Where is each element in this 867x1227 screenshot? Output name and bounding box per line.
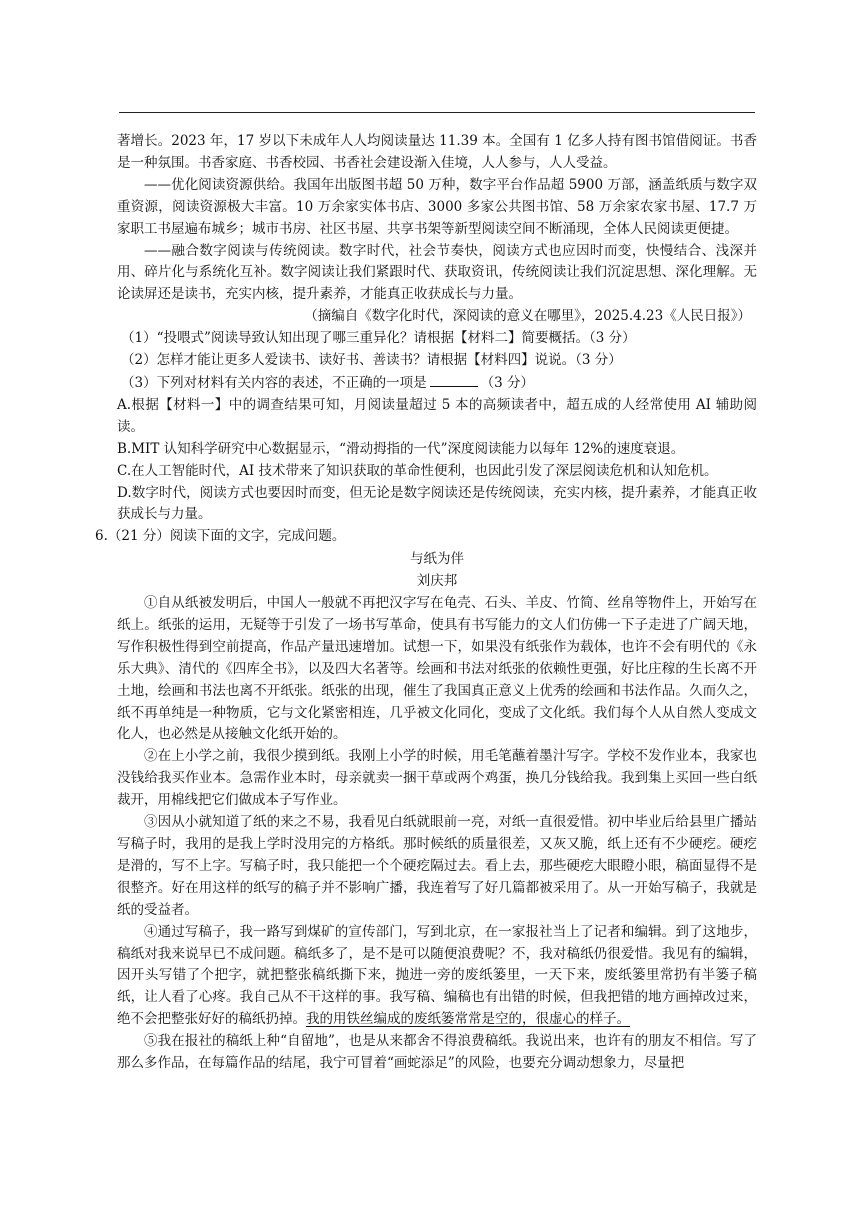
question-1: （1）“投喂式”阅读导致认知出现了哪三重异化？请根据【材料二】简要概括。（3 分）	[121, 330, 636, 347]
option-d: D.数字时代，阅读方式也要因时而变，但无论是数字阅读还是传统阅读，充实内核，提升素养，才能真正收获成长与力量。	[117, 484, 757, 523]
essay-paragraph-1: ①自从纸被发明后，中国人一般就不再把汉字写在龟壳、石头、羊皮、竹简、丝帛等物件上，开始写在纸上。纸张的运用，无疑等于引发了一场书写革命，使具有书写能力的文人们仿佛一下子走进了广阔天地，写作积极性得到空前提高，作品产量迅速增加。试想一下，如果没有纸张作为载体，也许不会有明代的《永乐大典》、清代的《四库全书》，以及四大名著等。绘画和书法对纸张的依赖性更强，好比庄稼的生长离不开土地，绘画和书法也离不开纸张。纸张的出现，催生了我国真正意义上优秀的绘画和书法作品。久而久之，纸不再单纯是一种物质，它与文化紧密相连，几乎被文化同化，变成了文化纸。我们每个人从自然人变成文化人，也必然是从接触文化纸开始的。	[117, 595, 757, 743]
question-2: （2）怎样才能让更多人爱读书、读好书、善读书？请根据【材料四】说说。（3 分）	[121, 352, 622, 369]
option-c: C.在人工智能时代，AI 技术带来了知识获取的革命性便利，也因此引发了深层阅读危机和认知危机。	[117, 462, 718, 479]
essay-paragraph-4	[117, 922, 757, 1032]
reading-paragraph-fusion: ——融合数字阅读与传统阅读。数字时代，社会节奏快，阅读方式也应因时而变，快慢结合、浅深并用、碎片化与系统化互补。数字阅读让我们紧跟时代、获取资讯，传统阅读让我们沉淀思想、深化理解。无论读屏还是读书，充实内核，提升素养，才能真正收获成长与力量。	[117, 242, 757, 303]
question-3-score: （3 分）	[480, 374, 535, 391]
essay-paragraph-3: ③因从小就知道了纸的来之不易，我看见白纸就眼前一亮，对纸一直很爱惜。初中毕业后给县里广播站写稿子时，我用的是我上学时没用完的方格纸。那时候纸的质量很差，又灰又脆，纸上还有不少硬疙。硬疙是滑的，写不上字。写稿子时，我只能把一个个硬疙隔过去。看上去，那些硬疙大眼瞪小眼，稿面显得不是很整齐。好在用这样的纸写的稿子并不影响广播，我连着写了好几篇都被采用了。从一开始写稿子，我就是纸的受益者。	[117, 814, 757, 918]
question-3	[117, 372, 757, 395]
reading-paragraph-supply: ——优化阅读资源供给。我国年出版图书超 50 万种，数字平台作品超 5900 万部，涵盖纸质与数字双重资源，阅读资源极大丰富。10 万余家实体书店、3000 多家公共图书馆、58 万余家农家书屋、17.7 万家职工书屋遍布城乡；城市书房、社区书屋、共享书架等新型阅读空间不断涌现，全体人民阅读更便捷。	[117, 176, 757, 237]
underlined-sentence: 我的用铁丝编成的废纸篓常常是空的，很虚心的样子。	[306, 1011, 630, 1028]
page-content	[95, 131, 757, 1075]
essay-paragraph-2: ②在上小学之前，我很少摸到纸。我刚上小学的时候，用毛笔蘸着墨汁写字。学校不发作业本，我家也没钱给我买作业本。急需作业本时，母亲就卖一捆干草或两个鸡蛋，换几分钱给我。我到集上买回一些白纸裁开，用棉线把它们做成本子写作业。	[117, 748, 757, 809]
header-rule	[119, 112, 755, 113]
source-citation: （摘编自《数字化时代，深阅读的意义在哪里》，2025.4.23《人民日报》）	[304, 308, 751, 325]
essay-title: 与纸为伴	[410, 551, 464, 568]
reading-paragraph-intro: 著增长。2023 年，17 岁以下未成年人人均阅读量达 11.39 本。全国有 1 亿多人持有图书馆借阅证。书香是一种氛围。书香家庭、书香校园、书香社会建设渐入佳境，人人参与，人人受益。	[117, 133, 757, 171]
option-b: B.MIT 认知科学研究中心数据显示，“滑动拇指的一代”深度阅读能力以每年 12%的速度衰退。	[117, 440, 685, 457]
essay-paragraph-4-text: ④通过写稿子，我一路写到煤矿的宣传部门，写到北京，在一家报社当上了记者和编辑。到了这地步，稿纸对我来说早已不成问题。稿纸多了，是不是可以随便浪费呢？不，我对稿纸仍很爱惜。我见有的编辑，因开头写错了个把字，就把整张稿纸撕下来，抛进一旁的废纸篓里，一天下来，废纸篓里常扔有半篓子稿纸，让人看了心疼。我自己从不干这样的事。我写稿、编稿也有出错的时候，但我把错的地方画掉改过来，绝不会把整张好好的稿纸扔掉。	[117, 923, 757, 1028]
task-6-header: 6.（21 分）阅读下面的文字，完成问题。	[95, 528, 346, 545]
option-a: A.根据【材料一】中的调查结果可知，月阅读量超过 5 本的高频读者中，超五成的人经常使用 AI 辅助阅读。	[117, 396, 757, 435]
essay-paragraph-5: ⑤我在报社的稿纸上种“自留地”，也是从来都舍不得浪费稿纸。我说出来，也许有的朋友不相信。写了那么多作品，在每篇作品的结尾，我宁可冒着“画蛇添足”的风险，也要充分调动想象力，尽量把	[117, 1033, 757, 1072]
essay-author: 刘庆邦	[416, 573, 458, 590]
answer-blank[interactable]	[430, 372, 478, 387]
question-3-text: （3）下列对材料有关内容的表述，不正确的一项是	[121, 374, 427, 391]
